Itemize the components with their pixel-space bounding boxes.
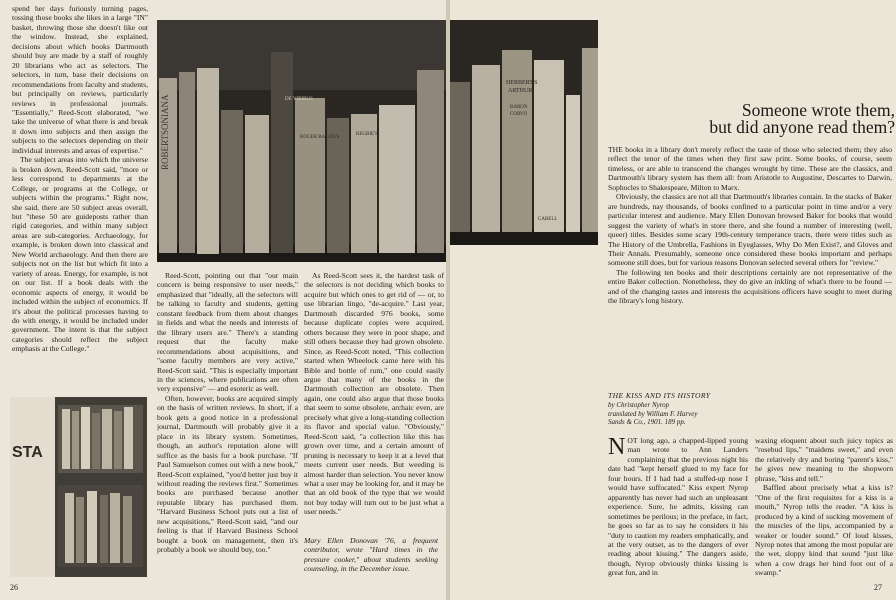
review-col1 (608, 436, 748, 582)
paragraph: Baffled about precisely what a kiss is? "One of the first requisites for a kiss is a mouth," Nyrop tells the reader. "A kiss is produced by a kind of sucking movement of the muscles of the lips, accompanied by a weaker or louder sound." Of loud kisses, Nyrop notes that among the most popular are the wet, sloppy kind that sound "just like when a cow drags her hind foot out of a swamp." (755, 483, 893, 578)
shelves-photo (10, 397, 147, 577)
left-col3 (304, 271, 444, 521)
right-page (450, 0, 896, 600)
review-publisher: Sands & Co., 1901. 189 pp. (608, 418, 686, 427)
right-intro (608, 145, 892, 387)
review-author: by Christopher Nyrop (608, 400, 670, 409)
bookshelf-photo (157, 20, 446, 262)
caption-text: Mary Ellen Donovan '76, a frequent contributor, wrote "Hard times in the pressure cooker," about students seeking counseling, in the December issue. (304, 536, 438, 574)
svg-text:CABELL: CABELL (538, 217, 558, 222)
page-number-right: 27 (874, 583, 882, 592)
svg-text:BEGBIE'S: BEGBIE'S (356, 132, 378, 137)
headline-line-1: Someone wrote them, (741, 100, 895, 120)
left-col2 (157, 271, 298, 581)
svg-text:CORVO: CORVO (510, 112, 528, 117)
svg-text:DE VIRIBUS: DE VIRIBUS (285, 97, 313, 102)
review-header (608, 392, 748, 427)
books-photo (450, 20, 598, 245)
svg-text:STA: STA (12, 444, 43, 461)
paragraph: Reed-Scott, pointing out that "our main concern is being responsive to user needs," emphasized that "ideally, all the selectors will be talking to faculty and students, getting constant feedback from them about changes in fields and what the needs and interests of the library users are." There's a standing request that the faculty make recommendations about acquisitions, and "some faculty members are very active," Reed-Scott said. "This is especially important in the sciences, where publications are often very expensive" — and esoteric as well. (157, 271, 298, 394)
stacks-illustration (10, 397, 147, 577)
svg-text:BARON: BARON (510, 105, 528, 110)
paragraph (608, 436, 748, 578)
bookshelf-illustration (157, 20, 446, 262)
paragraph: Obviously, the classics are not all that Dartmouth's libraries contain. In the stacks of Baker are hundreds, nay thousands, of books confined to a particular point in time and/or a very particular interest and audience. Mary Ellen Donovan browsed Baker for books that would suggest the variety of what's in store there, and she found a number of interesting (well, queer) titles. Besides some scary 19th-century temperance tracts, there were titles such as The History of the Umbrella, Fashions in Eyeglasses, Why Do Men Exist?, and Gloves and Their Annals. Presumably, someone once considered these books important and perhaps someone still does, but for various reasons Donovan selected several others for "review." (608, 192, 892, 268)
svg-text:ARTHUR: ARTHUR (508, 88, 533, 94)
paragraph: waxing eloquent about such juicy topics as "rosebud lips," "maidens sweet," and even the relatively dry and boring "parent's kiss," he gives new meaning to the shopworn phrase, "kiss and tell." (755, 436, 893, 483)
page-number-left: 26 (10, 583, 18, 592)
article-headline (610, 102, 895, 136)
review-text: OT long ago, a chapped-lipped young man wrote to Ann Landers complaining that the previous night his date had "kept herself glued to my face for four hours. If I had had a stuffed-up nose I would have suffocated." Kiss expert Nyrop apparently has never had such an unpleasant experience. Sure, he admits, kissing can sometimes be perilous; in the preface, in fact, he goes so far as to say he considers it his "duty to caution my readers emphatically, and at the very outset, as to the dangers of ever reading about kissing." The dangers aside, though, Nyrop obviously thinks kissing is great fun, and in (608, 436, 748, 578)
review-translator: translated by William F. Harvey (608, 409, 698, 418)
paragraph: The subject areas into which the universe is broken down, Reed-Scott said, "more or less correspond to departments at the College, or programs at the College, or subjects within the programs." Right now, she said, there are 50 subject areas overall, but "these 50 are guideposts rather than rigid categories, and within many subject areas are sub-categories. Archaeology, for example, is broken down into classical and New World archaeology. And then there are subjects not on the list but which fit into a variety of areas. Energy, for example, is not on our list. If a book deals with the economic aspects of energy, it would be included within the subject of economics. If it's about the political processes having to do with energy, it would be included under government. The intent is that the subject categories should reflect the subject emphasis at the College." (12, 155, 148, 354)
svg-text:ROBERTSONIANA: ROBERTSONIANA (160, 94, 170, 170)
review-col2 (755, 436, 893, 582)
books-illustration (450, 20, 598, 245)
left-page (0, 0, 446, 600)
paragraph: spend her days furiously turning pages, tossing those books she likes in a large "IN" basket, throwing those she doesn't like out the window. Instead, she explained, decisions about which books Dartmouth should buy are made by a staff of roughly 20 librarians who act as selectors. The selectors, in turn, base their decisions on recommendations from faculty and students, but principally on reviews, particularly reviews in professional journals. "Essentially," Reed-Scott elaborated, "we take the universe of what there is and break it down into subjects and then assign the subjects to the selectors depending on their individual interests and areas of expertise." (12, 4, 148, 155)
headline-line-2: but did anyone read them? (709, 117, 895, 137)
drop-cap: N (608, 436, 626, 460)
svg-text:HERBERT'S: HERBERT'S (506, 80, 538, 86)
paragraph: THE books in a library don't merely reflect the taste of those who selected them; they also reflect the tenor of the times when they first saw print. Some books, of course, seem timeless, or are able to transcend the changes wrought by time. These are the classics, and Dartmouth's library system has them all: from Aristotle to Augustine, Descartes to Darwin, Sophocles to Shakespeare, Milton to Marx. (608, 145, 892, 192)
paragraph: As Reed-Scott sees it, the hardest task of the selectors is not deciding which books to acquire but which ones to get rid of — or, to use librarian lingo, "de-acquire." Last year, Dartmouth discarded 976 books, some because duplicate copies were acquired, others because they were in poor shape, and still others because they had grown obsolete. Since, as Reed-Scott noted, "This collection started when Wheelock came here with his Bible and bottle of rum," one could easily argue that many of the books in the Dartmouth collection are obsolete. Then again, one could also argue that those books that seem to some obsolete, archaic even, are precisely what give a long-standing collection its flavor and special value. "Obviously," Reed-Scott said, "a collection like this has grown over time, and a certain amount of pruning is necessary to keep it at a level that meets current user needs. But weeding is almost harder than selection. You never know what a user may be looking for, and it may be that an old book of the type that we would not buy today will turn out to be just what a user needs." (304, 271, 444, 517)
paragraph: Often, however, books are acquired simply on the basis of written reviews. In short, if a book gets a good notice in a professional journal, Dartmouth will probably give it a place in its library system. Sometimes, though, an author's reputation alone will suffice as the basis for a book purchase. "If Paul Samuelson comes out with a new book," Reed-Scott explained, "you'd better just buy it without reading the reviews first." Sometimes books are purchased because another reputable library has purchased them. "Harvard Business School puts out a list of new acquisitions," Reed-Scott said, "and our feeling is that if Harvard Business School bought a book on management, then it's probably a book we should buy, too." (157, 393, 298, 555)
review-title: THE KISS AND ITS HISTORY (608, 391, 711, 400)
author-caption (304, 536, 438, 581)
paragraph: The following ten books and their descriptions certainly are not representative of the entire Baker collection. Nonetheless, they do give an inkling of what's there to be found — and of the changing tastes and interests the acquisitions officers have sought to meet during the library's long history. (608, 267, 892, 306)
left-col1-top (12, 4, 148, 390)
svg-text:ROGER BACON'S: ROGER BACON'S (300, 135, 340, 140)
